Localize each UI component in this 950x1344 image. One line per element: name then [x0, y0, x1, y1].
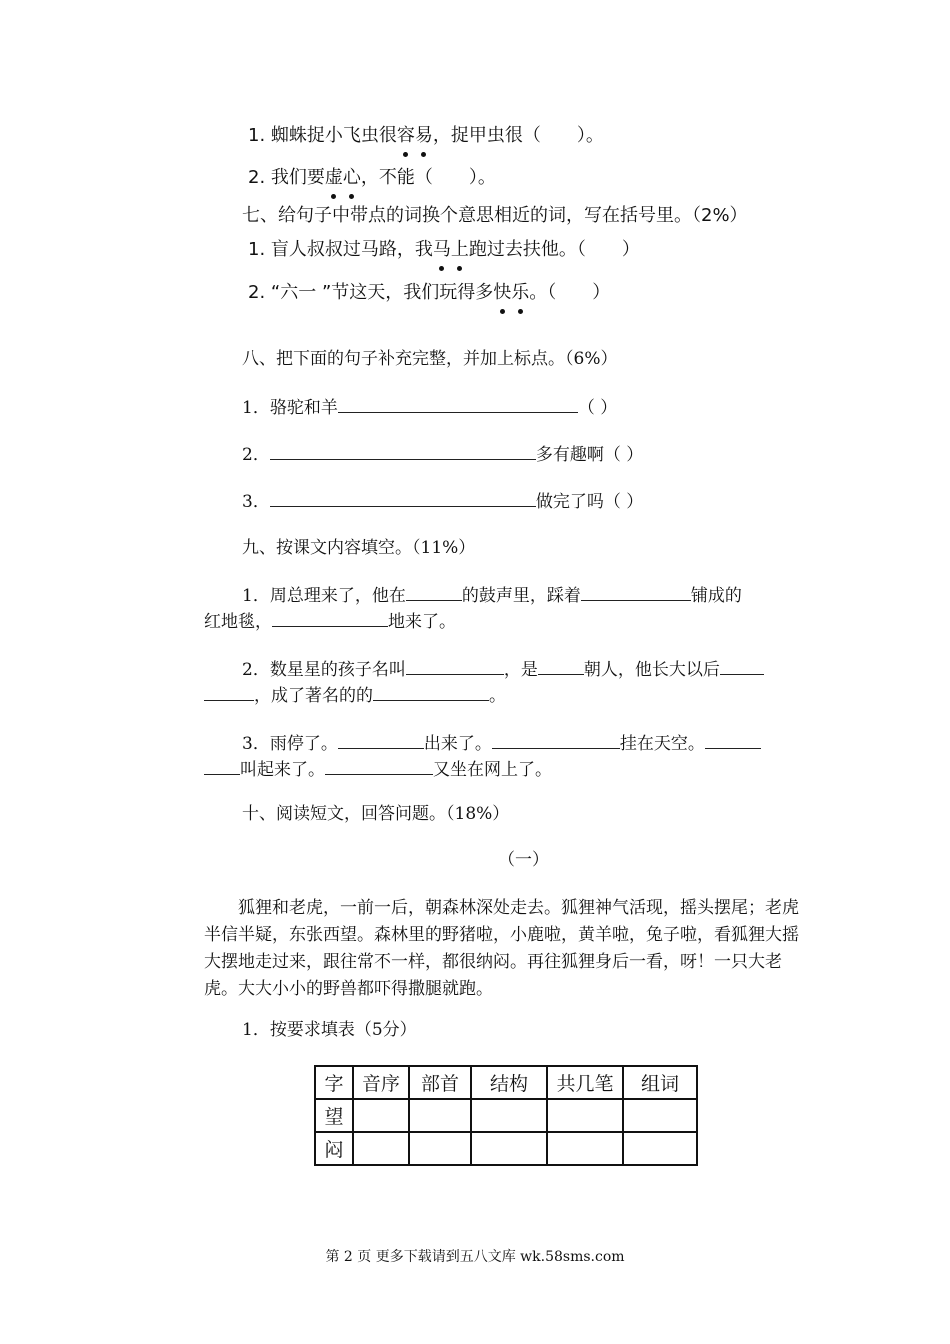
fill-in-table — [314, 1065, 698, 1166]
table-header-row — [315, 1066, 697, 1099]
table-cell — [547, 1099, 623, 1132]
section-10-title: 十、阅读短文，回答问题。（18%） — [242, 804, 510, 824]
table-cell — [547, 1132, 623, 1165]
s9-question-1-line-1: 1．周总理来了，他在 的鼓声里，踩着 铺成的 — [242, 582, 742, 608]
dotted-char: 乐 — [511, 282, 530, 303]
answer-blank — [338, 394, 578, 413]
table-header-cell: 组词 — [623, 1066, 697, 1099]
table-header-cell: 字 — [315, 1066, 353, 1099]
dotted-char: 虚 — [324, 167, 343, 188]
answer-blank — [406, 656, 504, 675]
section-8-title: 八、把下面的句子补充完整，并加上标点。（6%） — [242, 349, 618, 369]
table-cell — [623, 1099, 697, 1132]
s7-question-1: 1. 盲人叔叔过马路，我马上跑过去扶他。（ ） — [248, 239, 640, 260]
table-header-cell: 音序 — [353, 1066, 409, 1099]
dotted-char: 快 — [493, 282, 512, 303]
dotted-char: 易 — [414, 125, 433, 146]
answer-blank — [720, 656, 764, 675]
table-cell: 闷 — [315, 1132, 353, 1165]
answer-blank — [204, 682, 254, 701]
dotted-char: 马 — [432, 239, 451, 260]
s9-question-2-line-1: 2．数星星的孩子名叫 ，是 朝人，他长大以后 — [242, 656, 764, 682]
s9-question-3-line-2: 叫起来了。 又坐在网上了。 — [204, 756, 552, 782]
dotted-char: 上 — [450, 239, 469, 260]
answer-blank — [270, 488, 536, 507]
dotted-char: 容 — [396, 125, 415, 146]
s7-question-2: 2. “六一 ”节这天，我们玩得多快乐。（ ） — [248, 282, 611, 303]
table-header-cell: 共几笔 — [547, 1066, 623, 1099]
answer-blank — [204, 756, 240, 775]
answer-blank — [373, 682, 489, 701]
page-footer: 第 2 页 更多下载请到五八文库 wk.58sms.com — [325, 1249, 625, 1265]
s6-question-1: 1. 蜘蛛捉小飞虫很容易，捉甲虫很（ ）。 — [248, 125, 604, 146]
table-cell — [353, 1132, 409, 1165]
dotted-char: 心 — [342, 167, 361, 188]
table-header-cell: 结构 — [471, 1066, 547, 1099]
table-row — [315, 1099, 697, 1132]
answer-blank — [492, 730, 620, 749]
table-cell: 望 — [315, 1099, 353, 1132]
s8-question-1: 1．骆驼和羊 （ ） — [242, 394, 617, 420]
answer-blank — [338, 730, 424, 749]
answer-blank — [325, 756, 433, 775]
s8-question-2: 2． 多有趣啊（ ） — [242, 441, 643, 467]
table-cell — [623, 1132, 697, 1165]
s9-question-2-line-2: ，成了著名的的 。 — [204, 682, 506, 708]
answer-blank — [406, 582, 462, 601]
answer-blank — [581, 582, 691, 601]
table-cell — [471, 1099, 547, 1132]
s6-question-2: 2. 我们要虚心，不能（ ）。 — [248, 167, 496, 188]
table-cell — [409, 1099, 471, 1132]
table-cell — [471, 1132, 547, 1165]
s9-question-3-line-1: 3．雨停了。 出来了。 挂在天空。 — [242, 730, 761, 756]
s8-question-3: 3． 做完了吗（ ） — [242, 488, 643, 514]
table-header-cell: 部首 — [409, 1066, 471, 1099]
reading-passage: 狐狸和老虎，一前一后，朝森林深处走去。狐狸神气活现，摇头摆尾；老虎半信半疑，东张西望。森林里的野猪啦，小鹿啦，黄羊啦，兔子啦，看狐狸大摇大摆地走过来，跟往常不一样，都很纳闷。再往狐狸身后一看，呀！一只大老虎。大大小小的野兽都吓得撒腿就跑。 — [204, 898, 799, 999]
passage-subtitle: （一） — [498, 850, 549, 870]
table-row — [315, 1132, 697, 1165]
table-cell — [409, 1132, 471, 1165]
answer-blank — [538, 656, 584, 675]
answer-blank — [272, 608, 388, 627]
section-9-title: 九、按课文内容填空。（11%） — [242, 538, 476, 558]
table-cell — [353, 1099, 409, 1132]
s10-question-1: 1．按要求填表（5分） — [242, 1020, 417, 1040]
answer-blank — [705, 730, 761, 749]
answer-blank — [270, 441, 536, 460]
s9-question-1-line-2: 红地毯， 地来了。 — [204, 608, 456, 634]
section-7-title: 七、给句子中带点的词换个意思相近的词，写在括号里。（2%） — [242, 205, 748, 226]
